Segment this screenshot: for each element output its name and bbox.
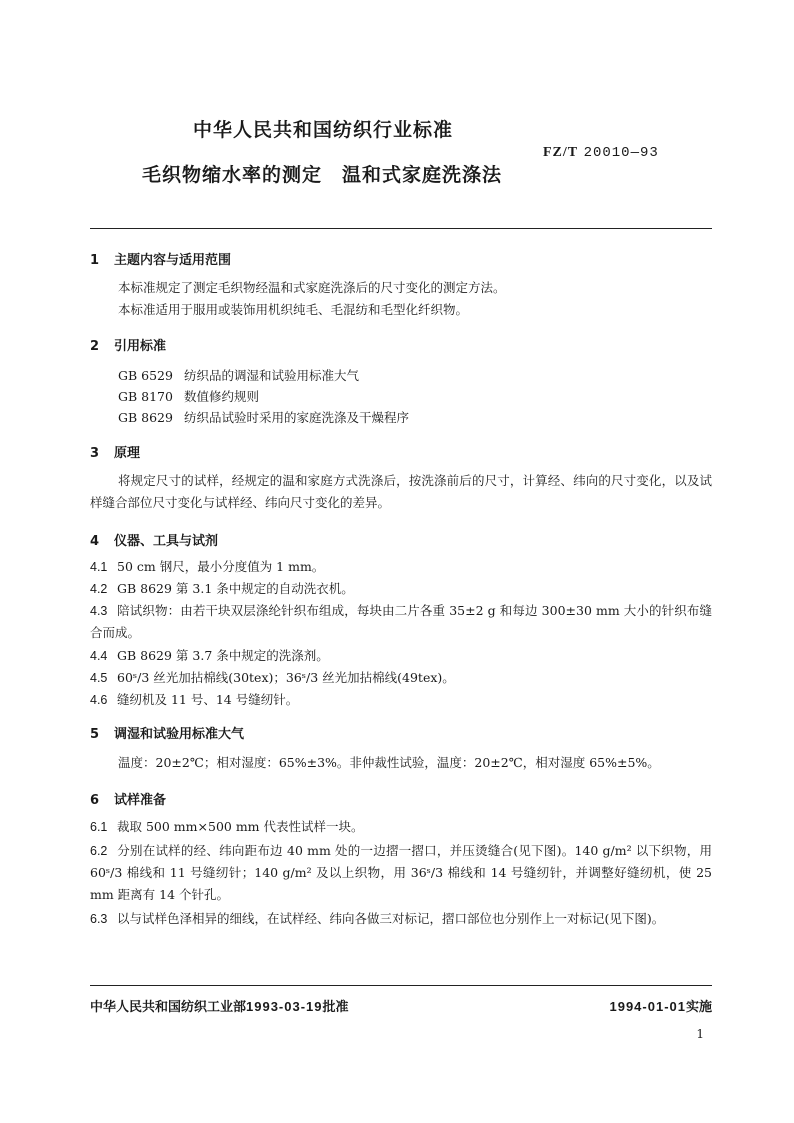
footer-divider <box>90 985 712 986</box>
reference-code: GB 8170 <box>118 389 173 404</box>
section-5-heading <box>90 723 244 742</box>
clause-text: 缝纫机及 11 号、14 号缝纫针。 <box>117 692 299 707</box>
approval-date: 1993-03-19 <box>246 999 323 1014</box>
clause-text: 裁取 500 mm×500 mm 代表性试样一块。 <box>117 819 364 834</box>
reference-item <box>118 367 359 385</box>
clause-item <box>90 578 712 600</box>
clause-item <box>90 556 712 578</box>
approval-label: 批准 <box>322 1000 349 1015</box>
reference-title: 纺织品试验时采用的家庭洗涤及干燥程序 <box>184 410 410 425</box>
clause-item <box>90 667 712 689</box>
clause-text: GB 8629 第 3.1 条中规定的自动洗衣机。 <box>117 581 354 596</box>
paragraph: 将规定尺寸的试样，经规定的温和家庭方式洗涤后，按洗涤前后的尺寸，计算经、纬向的尺寸变化，以及试样缝合部位尺寸变化与试样经、纬向尺寸变化的差异。 <box>90 473 712 510</box>
clause-number: 6.3 <box>90 912 108 926</box>
section-number: 6 <box>90 793 100 808</box>
approval-org: 中华人民共和国纺织工业部 <box>90 1000 247 1015</box>
standard-code <box>543 144 659 161</box>
reference-item <box>118 409 409 427</box>
clause-item <box>90 689 712 711</box>
standard-code-prefix: FZ/T <box>543 145 579 160</box>
clause-number: 6.2 <box>90 844 108 858</box>
section-number: 4 <box>90 534 100 549</box>
reference-title: 纺织品的调湿和试验用标准大气 <box>184 368 360 383</box>
implementation-line <box>609 996 712 1015</box>
clause-number: 4.6 <box>90 693 108 707</box>
section-2-heading <box>90 335 166 354</box>
section-title: 试样准备 <box>114 793 167 808</box>
paragraph: 本标准适用于服用或装饰用机织纯毛、毛混纺和毛型化纤织物。 <box>118 302 469 317</box>
page-number: 1 <box>696 1027 704 1041</box>
standard-code-number: 20010—93 <box>583 145 659 161</box>
section-title: 主题内容与适用范围 <box>114 253 232 268</box>
section-number: 5 <box>90 727 100 742</box>
clause-item <box>90 600 712 644</box>
section-title: 引用标准 <box>114 339 167 354</box>
reference-title: 数值修约规则 <box>184 389 260 404</box>
implementation-date: 1994-01-01 <box>609 999 686 1014</box>
clause-text: 陪试织物：由若干块双层涤纶针织布组成，每块由二片各重 35±2 g 和每边 300±30 mm 大小的针织布缝合而成。 <box>90 603 712 640</box>
clause-item <box>90 908 712 930</box>
clause-item <box>90 816 712 838</box>
section-3-heading <box>90 442 140 461</box>
paragraph: 本标准规定了测定毛织物经温和式家庭洗涤后的尺寸变化的测定方法。 <box>118 280 506 295</box>
section-6-heading <box>90 789 166 808</box>
reference-code: GB 8629 <box>118 410 173 425</box>
section-title: 调湿和试验用标准大气 <box>114 727 245 742</box>
clause-number: 4.1 <box>90 560 108 574</box>
clause-item <box>90 645 712 667</box>
implementation-label: 实施 <box>685 1000 712 1015</box>
issuing-organization: 中华人民共和国纺织行业标准 <box>193 119 454 141</box>
clause-text: 以与试样色泽相异的细线，在试样经、纬向各做三对标记，摺口部位也分别作上一对标记(见下图)。 <box>117 911 665 926</box>
document-title: 毛织物缩水率的测定 温和式家庭洗涤法 <box>142 164 503 186</box>
section-number: 1 <box>90 253 100 268</box>
section-title: 原理 <box>114 446 141 461</box>
clause-text: 分别在试样的经、纬向距布边 40 mm 处的一边摺一摺口，并压烫缝合(见下图)。140 g/m² 以下织物，用 60ˢ/3 棉线和 11 号缝纫针；140 g/m² 及以上织物，用 36ˢ/3 棉线和 14 号缝纫针，并调整好缝纫机，使 25 mm 距离有 14 个针孔。 <box>90 843 712 902</box>
section-1-heading <box>90 249 231 268</box>
clause-number: 6.1 <box>90 820 108 834</box>
section-title: 仪器、工具与试剂 <box>114 534 219 549</box>
clause-text: 50 cm 钢尺，最小分度值为 1 mm。 <box>117 559 325 574</box>
section-number: 2 <box>90 339 100 354</box>
header-divider <box>90 228 712 229</box>
paragraph: 温度：20±2℃；相对湿度：65%±3%。非仲裁性试验，温度：20±2℃，相对湿度 65%±5%。 <box>118 755 660 770</box>
clause-item <box>90 840 712 906</box>
clause-number: 4.4 <box>90 649 108 663</box>
section-number: 3 <box>90 446 100 461</box>
reference-code: GB 6529 <box>118 368 173 383</box>
reference-item <box>118 388 259 406</box>
clause-text: GB 8629 第 3.7 条中规定的洗涤剂。 <box>117 648 329 663</box>
clause-number: 4.3 <box>90 604 108 618</box>
section-4-heading <box>90 530 218 549</box>
clause-number: 4.2 <box>90 582 108 596</box>
clause-number: 4.5 <box>90 671 108 685</box>
approval-line <box>90 996 349 1015</box>
clause-text: 60ˢ/3 丝光加拈棉线(30tex)；36ˢ/3 丝光加拈棉线(49tex)。 <box>117 670 455 685</box>
